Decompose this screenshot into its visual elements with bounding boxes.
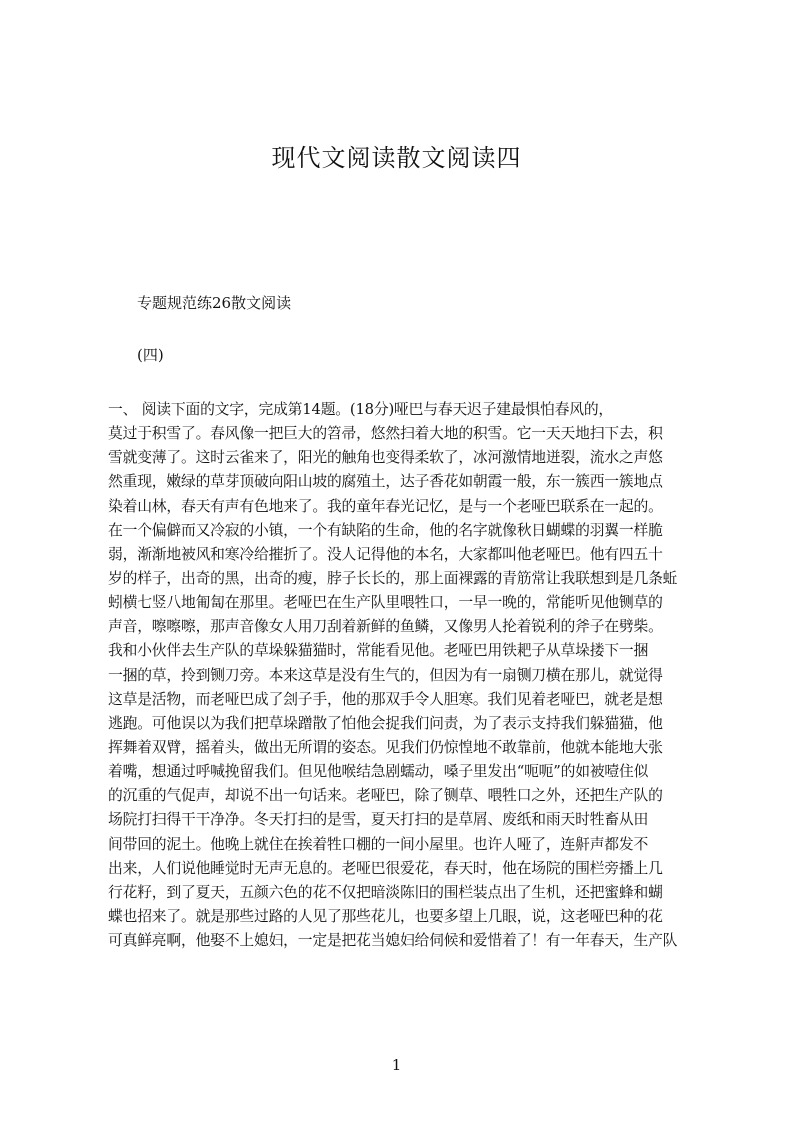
body-line: 逃跑。可他误以为我们把草垛蹭散了怕他会捉我们问责，为了表示支持我们躲猫猫，他 <box>108 714 663 732</box>
body-line: 我和小伙伴去生产队的草垛躲猫猫时，常能看见他。老哑巴用铁耙子从草垛搂下一捆 <box>108 642 649 660</box>
body-line: 在一个偏僻而又冷寂的小镇，一个有缺陷的生命，他的名字就像秋日蝴蝶的羽翼一样脆 <box>108 521 663 539</box>
body-line: 染着山林，春天有声有色地来了。我的童年春光记忆，是与一个老哑巴联系在一起的。 <box>108 497 663 515</box>
body-line: 场院打扫得干干净净。冬天打扫的是雪，夏天打扫的是草屑、废纸和雨天时牲畜从田 <box>108 811 649 829</box>
page-number: 1 <box>391 1056 402 1074</box>
body-line: 弱，渐渐地被风和寒冷给摧折了。没人记得他的本名，大家都叫他老哑巴。他有四五十 <box>108 545 663 563</box>
body-paragraph <box>108 398 698 953</box>
body-line: 可真鲜亮啊，他娶不上媳妇，一定是把花当媳妇给伺候和爱惜着了！有一年春天，生产队 <box>108 932 678 950</box>
document-subtitle: 专题规范练26散文阅读 <box>137 294 292 312</box>
body-line: 莫过于积雪了。春风像一把巨大的笤帚，悠然扫着大地的积雪。它一天天地扫下去，积 <box>108 425 663 443</box>
body-line: 行花籽，到了夏天，五颜六色的花不仅把暗淡陈旧的围栏装点出了生机，还把蜜蜂和蝴 <box>108 883 663 901</box>
body-line: 着嘴，想通过呼喊挽留我们。但见他喉结急剧蠕动，嗓子里发出“呃呃”的如被噎住似 <box>108 763 649 781</box>
body-line: 蝶也招来了。就是那些过路的人见了那些花儿，也要多望上几眼，说，这老哑巴种的花 <box>108 907 663 925</box>
section-label: (四) <box>137 346 164 364</box>
body-line: 的沉重的气促声，却说不出一句话来。老哑巴，除了铡草、喂牲口之外，还把生产队的 <box>108 787 663 805</box>
body-line: 挥舞着双臂，摇着头，做出无所谓的姿态。见我们仍惊惶地不敢靠前，他就本能地大张 <box>108 738 663 756</box>
document-title: 现代文阅读散文阅读四 <box>271 144 522 172</box>
body-line: 这草是活物，而老哑巴成了刽子手，他的那双手令人胆寒。我们见着老哑巴，就老是想 <box>108 690 663 708</box>
body-line: 一捆的草，拎到铡刀旁。本来这草是没有生气的，但因为有一扇铡刀横在那儿，就觉得 <box>108 666 663 684</box>
body-line: 一、 阅读下面的文字，完成第14题。(18分)哑巴与春天迟子建最惧怕春风的， <box>108 401 614 418</box>
body-line: 然重现，嫩绿的草芽顶破向阳山坡的腐殖土，达子香花如朝霞一般，东一簇西一簇地点 <box>108 473 663 491</box>
body-line: 间带回的泥土。他晚上就住在挨着牲口棚的一间小屋里。也许人哑了，连鼾声都发不 <box>108 835 649 853</box>
body-line: 蚓横七竖八地匍匐在那里。老哑巴在生产队里喂牲口，一早一晚的，常能听见他铡草的 <box>108 594 663 612</box>
body-line: 雪就变薄了。这时云雀来了，阳光的触角也变得柔软了，冰河激情地迸裂，流水之声悠 <box>108 449 663 467</box>
body-line: 声音，嚓嚓嚓，那声音像女人用刀刮着新鲜的鱼鳞，又像男人抡着锐利的斧子在劈柴。 <box>108 618 663 636</box>
body-line: 岁的样子，出奇的黑，出奇的瘦，脖子长长的，那上面裸露的青筋常让我联想到是几条蚯 <box>108 569 678 587</box>
body-line: 出来，人们说他睡觉时无声无息的。老哑巴很爱花，春天时，他在场院的围栏旁播上几 <box>108 859 663 877</box>
